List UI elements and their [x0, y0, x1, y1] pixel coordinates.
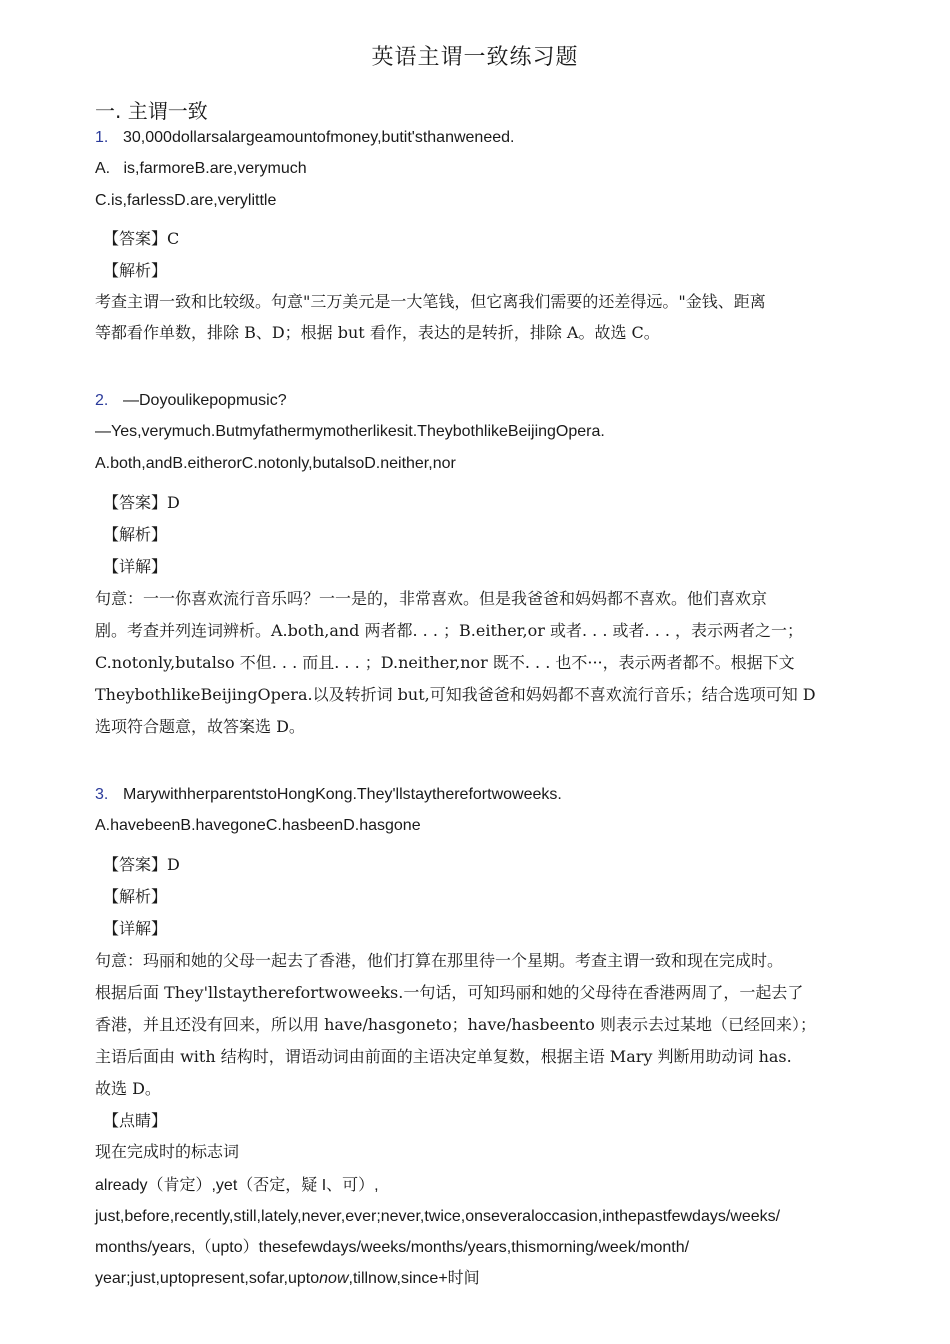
detail-text: TheybothlikeBeijingOpera.以及转折词 but,可知我爸爸和妈妈都不喜欢流行音乐；结合选项可知 D	[95, 685, 816, 704]
detail-text: 主语后面由 with 结构时，谓语动词由前面的主语决定单复数，根据主语 Mary 判断用助动词 has.	[95, 1047, 792, 1066]
detail-text: 香港，并且还没有回来，所以用 have/hasgoneto；have/hasbeento 则表示去过某地（已经回来）；	[95, 1015, 817, 1034]
question-text: MarywithherparentstoHongKong.They'llstaytherefortwoweeks.	[123, 786, 562, 803]
document-title: 英语主谓一致练习题	[371, 45, 579, 70]
question-text: —Doyoulikepopmusic?	[123, 392, 287, 409]
question-number: 1.	[95, 129, 109, 146]
analysis-label: 【解析】	[103, 261, 168, 280]
question-1-stem	[95, 127, 890, 149]
detail-text: 选项符合题意，故答案选 D。	[95, 717, 305, 736]
tip-text-part: ,tillnow,since+时间	[348, 1270, 480, 1287]
detail-text: C.notonly,butalso 不但. . . 而且. . . ；D.neither,nor 既不. . . 也不···，表示两者都不。根据下文	[95, 653, 795, 672]
detail-text: 剧。考查并列连词辨析。A.both,and 两者都. . . ；B.either,or 或者. . . 或者. . . ，表示两者之一；	[95, 621, 804, 640]
question-2-stem-line2: —Yes,verymuch.Butmyfathermymotherlikesit.TheybothlikeBeijingOpera.	[95, 423, 605, 440]
analysis-label: 【解析】	[103, 525, 168, 544]
detail-label: 【详解】	[103, 919, 168, 938]
question-3-options: A.havebeenB.havegoneC.hasbeenD.hasgone	[95, 817, 421, 834]
analysis-text: 考查主谓一致和比较级。句意"三万美元是一大笔钱，但它离我们需要的还差得远。"金钱、距离	[95, 292, 766, 311]
detail-text: 句意：一一你喜欢流行音乐吗？一一是的，非常喜欢。但是我爸爸和妈妈都不喜欢。他们喜欢京	[95, 589, 768, 608]
question-number: 2.	[95, 392, 109, 409]
answer-label: 【答案】D	[103, 493, 180, 512]
detail-text: 故选 D。	[95, 1079, 161, 1098]
tip-text	[95, 1268, 890, 1290]
question-1-options-c-d: C.is,farlessD.are,verylittle	[95, 192, 277, 209]
detail-label: 【详解】	[103, 557, 168, 576]
tip-text-italic: now	[319, 1270, 349, 1287]
tip-label: 【点睛】	[103, 1111, 168, 1130]
question-2-stem	[95, 390, 890, 412]
analysis-label: 【解析】	[103, 887, 168, 906]
tip-text: already（肯定）,yet（否定，疑 I、可）,	[95, 1177, 379, 1194]
detail-text: 句意：玛丽和她的父母一起去了香港，他们打算在那里待一个星期。考查主谓一致和现在完成时。	[95, 951, 784, 970]
question-number: 3.	[95, 786, 109, 803]
tip-text: months/years,（upto）thesefewdays/weeks/months/years,thismorning/week/month/	[95, 1239, 690, 1256]
tip-text: 现在完成时的标志词	[95, 1142, 240, 1161]
detail-text: 根据后面 They'llstaytherefortwoweeks.一句话，可知玛丽和她的父母待在香港两周了，一起去了	[95, 983, 804, 1002]
tip-text: just,before,recently,still,lately,never,ever;never,twice,onseveraloccasion,inthepastfewdays/weeks/	[95, 1208, 781, 1225]
answer-label: 【答案】D	[103, 855, 180, 874]
question-1-options-a-b: A. is,farmoreB.are,verymuch	[95, 160, 307, 177]
analysis-text: 等都看作单数，排除 B、D；根据 but 看作，表达的是转折，排除 A。故选 C。	[95, 323, 660, 342]
question-2-options: A.both,andB.eitherorC.notonly,butalsoD.neither,nor	[95, 455, 456, 472]
question-text: 30,000dollarsalargeamountofmoney,butit'sthanweneed.	[123, 129, 515, 146]
question-3-stem	[95, 784, 890, 806]
tip-text-part: year;just,uptopresent,sofar,upto	[95, 1270, 320, 1287]
answer-label: 【答案】C	[103, 229, 180, 248]
section-heading: 一. 主谓一致	[95, 99, 208, 123]
